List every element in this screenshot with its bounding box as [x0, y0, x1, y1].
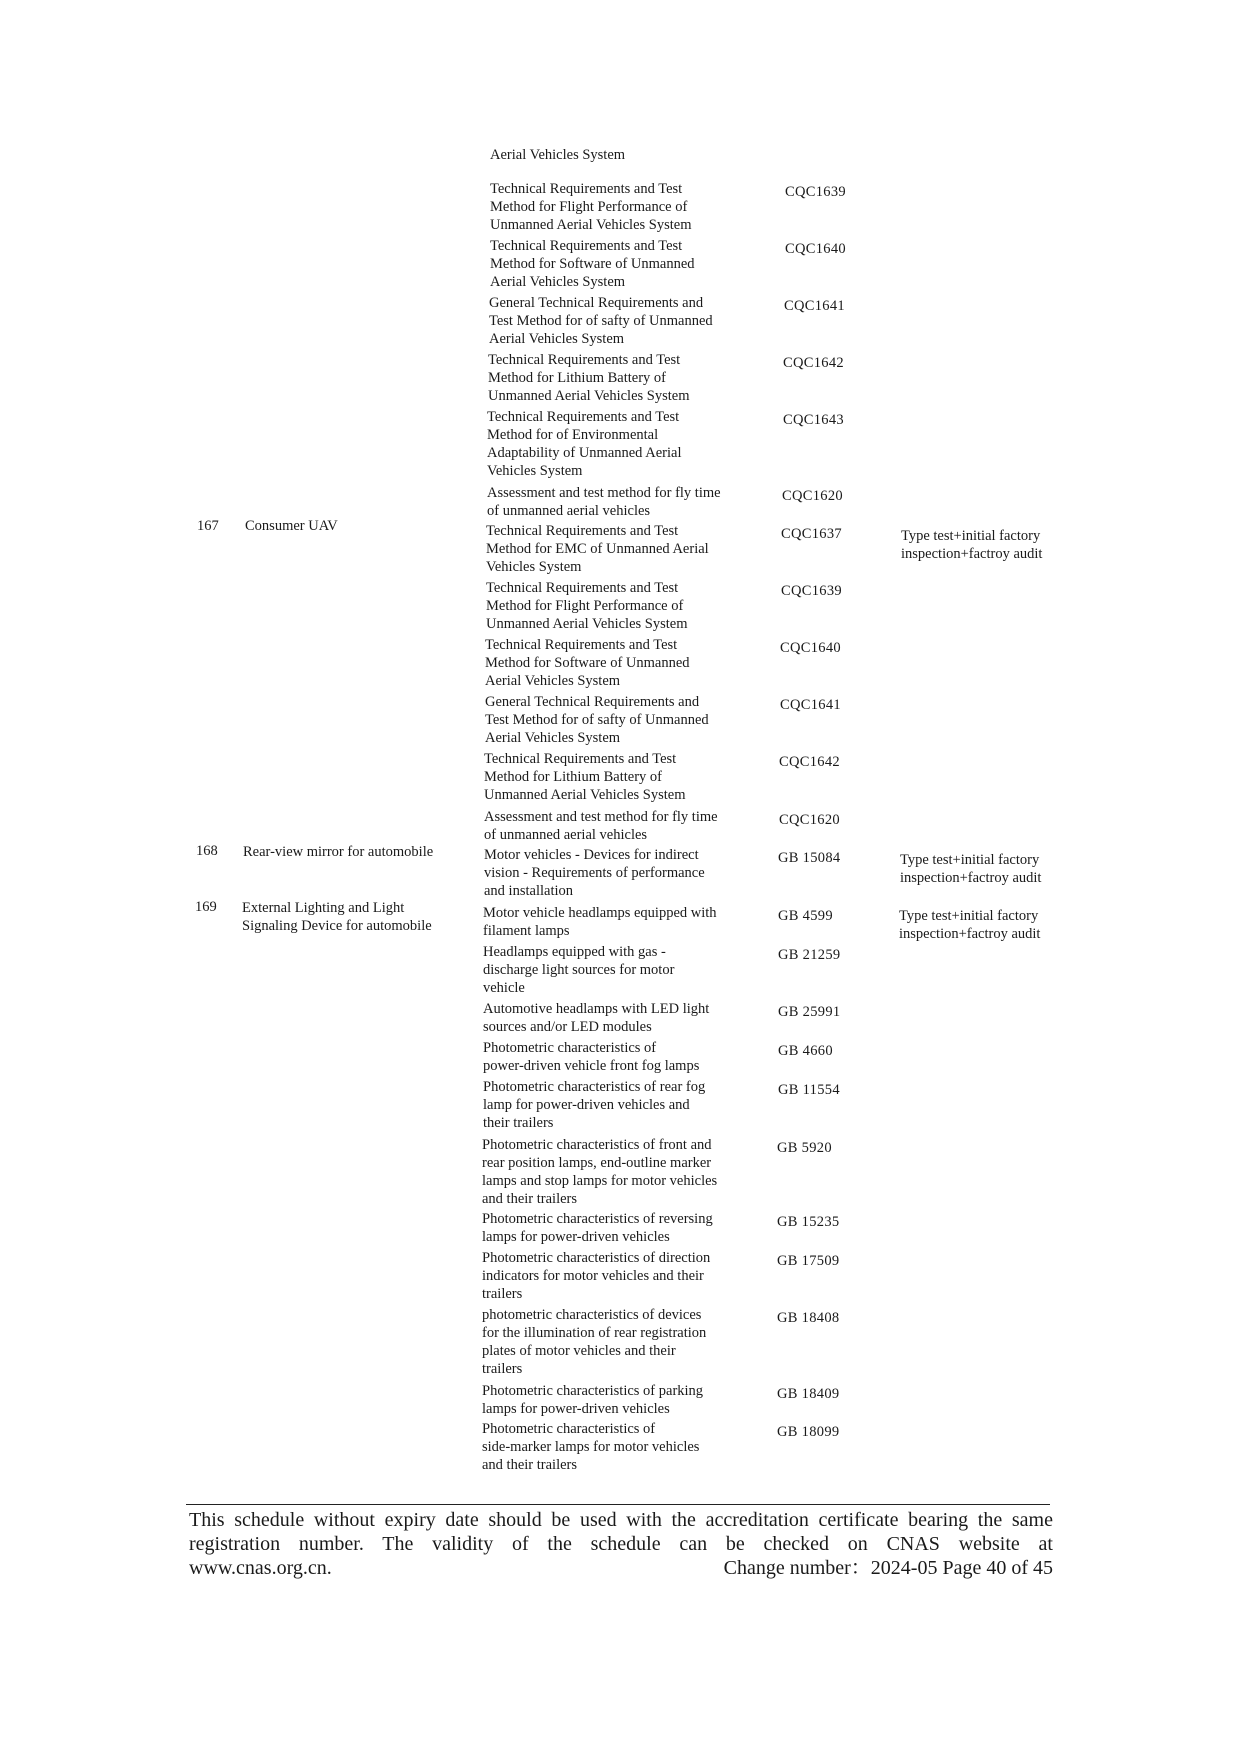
standard-name: Photometric characteristics of parking lamps for power-driven vehicles — [482, 1383, 704, 1417]
standard-name: Technical Requirements and Test Method for EMC of Unmanned Aerial Vehicles System — [486, 523, 709, 575]
standard-name: General Technical Requirements and Test Method for of safty of Unmanned Aerial Vehicles System — [489, 295, 713, 347]
certification-mode: Type test+initial factory inspection+factroy audit — [899, 908, 1041, 942]
standard-name: Photometric characteristics of rear fog lamp for power-driven vehicles and their trailers — [483, 1079, 706, 1131]
product-name: Consumer UAV — [245, 518, 338, 534]
standard-code: GB 18099 — [777, 1424, 840, 1440]
standard-name: Photometric characteristics of side-marker lamps for motor vehicles and their trailers — [482, 1421, 700, 1473]
standard-name: General Technical Requirements and Test Method for of safty of Unmanned Aerial Vehicles System — [485, 694, 709, 746]
product-name: External Lighting and Light Signaling Device for automobile — [242, 900, 432, 934]
standard-code: GB 17509 — [777, 1253, 840, 1269]
footer-last-line — [189, 1556, 1053, 1580]
certification-mode: Type test+initial factory inspection+factroy audit — [901, 528, 1043, 562]
standard-code: CQC1642 — [779, 754, 840, 770]
standard-code: CQC1641 — [784, 298, 845, 314]
product-number: 168 — [196, 843, 218, 859]
standard-name: Automotive headlamps with LED light sources and/or LED modules — [483, 1001, 710, 1035]
standard-code: CQC1640 — [785, 241, 846, 257]
standard-code: GB 25991 — [778, 1004, 841, 1020]
footer-website: www.cnas.org.cn. — [189, 1557, 332, 1579]
standard-code: GB 4599 — [778, 908, 833, 924]
standard-code: GB 11554 — [778, 1082, 840, 1098]
heading-fragment: Aerial Vehicles System — [490, 147, 626, 163]
standard-code: GB 18408 — [777, 1310, 840, 1326]
standard-name: Motor vehicles - Devices for indirect vision - Requirements of performance and installation — [484, 847, 705, 899]
standard-code: CQC1639 — [785, 184, 846, 200]
standard-name: Technical Requirements and Test Method for Software of Unmanned Aerial Vehicles System — [485, 637, 690, 689]
standard-name: Photometric characteristics of direction indicators for motor vehicles and their trailers — [482, 1250, 711, 1302]
standard-code: GB 15235 — [777, 1214, 840, 1230]
standard-name: Technical Requirements and Test Method for Software of Unmanned Aerial Vehicles System — [490, 238, 695, 290]
standard-name: Photometric characteristics of reversing lamps for power-driven vehicles — [482, 1211, 713, 1245]
standard-name: Technical Requirements and Test Method for Lithium Battery of Unmanned Aerial Vehicles System — [484, 751, 686, 803]
standard-code: CQC1637 — [781, 526, 842, 542]
footer-divider — [186, 1504, 1050, 1505]
standard-code: CQC1620 — [782, 488, 843, 504]
footer-text: This schedule without expiry date should be used with the accreditation certificate bearing the same registration number. The validity of the schedule can be checked on CNAS website at — [189, 1509, 1053, 1555]
standard-code: GB 5920 — [777, 1140, 832, 1156]
standard-name: Technical Requirements and Test Method for Flight Performance of Unmanned Aerial Vehicles System — [486, 580, 688, 632]
standard-name: photometric characteristics of devices for the illumination of rear registration plates of motor vehicles and their trailers — [482, 1307, 707, 1377]
standard-code: GB 15084 — [778, 850, 841, 866]
product-number: 169 — [195, 899, 217, 915]
standard-code: CQC1639 — [781, 583, 842, 599]
standard-name: Technical Requirements and Test Method for Lithium Battery of Unmanned Aerial Vehicles System — [488, 352, 690, 404]
standard-code: CQC1642 — [783, 355, 844, 371]
standard-code: CQC1640 — [780, 640, 841, 656]
footer-change-number: Change number：2024-05 Page 40 of 45 — [723, 1557, 1053, 1579]
standard-name: Headlamps equipped with gas - discharge light sources for motor vehicle — [483, 944, 675, 996]
standard-name: Photometric characteristics of power-driven vehicle front fog lamps — [483, 1040, 700, 1074]
standard-name: Assessment and test method for fly time of unmanned aerial vehicles — [487, 485, 721, 519]
certification-mode: Type test+initial factory inspection+factroy audit — [900, 852, 1042, 886]
standard-code: CQC1641 — [780, 697, 841, 713]
product-number: 167 — [197, 518, 219, 534]
standard-name: Technical Requirements and Test Method for of Environmental Adaptability of Unmanned Aerial Vehicles System — [487, 409, 682, 479]
standard-name: Technical Requirements and Test Method for Flight Performance of Unmanned Aerial Vehicles System — [490, 181, 692, 233]
standard-code: GB 4660 — [778, 1043, 833, 1059]
standard-code: CQC1620 — [779, 812, 840, 828]
standard-name: Assessment and test method for fly time of unmanned aerial vehicles — [484, 809, 718, 843]
standard-name: Photometric characteristics of front and rear position lamps, end-outline marker lamps and stop lamps for motor vehicles and their trailers — [482, 1137, 718, 1207]
standard-code: CQC1643 — [783, 412, 844, 428]
standard-name: Motor vehicle headlamps equipped with filament lamps — [483, 905, 717, 939]
standard-code: GB 18409 — [777, 1386, 840, 1402]
standard-code: GB 21259 — [778, 947, 841, 963]
product-name: Rear-view mirror for automobile — [243, 844, 434, 860]
